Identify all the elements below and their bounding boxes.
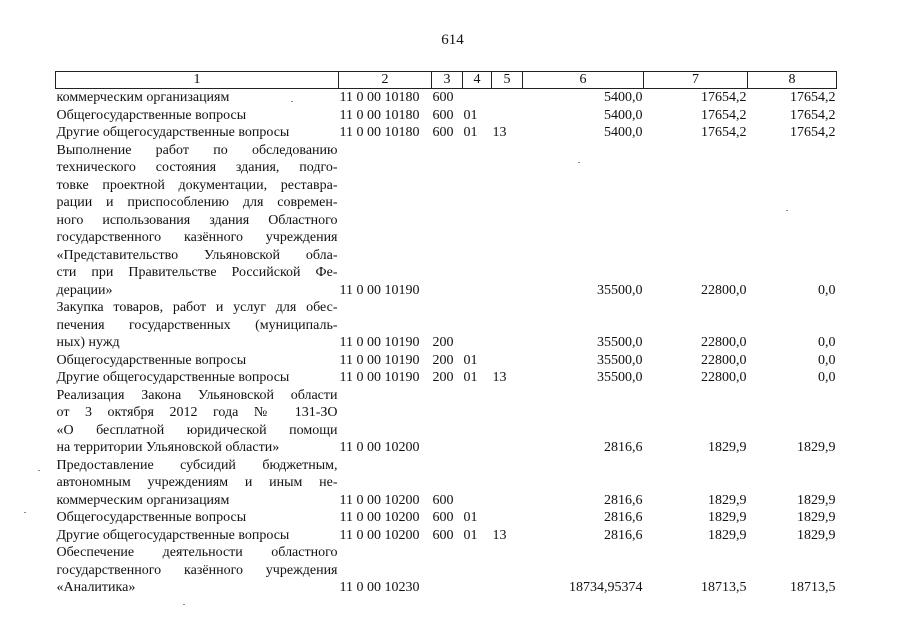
row-subsection (492, 142, 523, 300)
row-expense-group: 600 (432, 492, 454, 508)
row-name-line: коммерческим организациям (56, 492, 230, 508)
row-amount-2: 22800,0 (701, 282, 747, 298)
row-amount-1: 18734,95374 (569, 580, 643, 595)
table-row (56, 544, 837, 597)
row-section (463, 387, 492, 457)
table-row (56, 457, 837, 510)
scan-speck (291, 101, 293, 102)
budget-table (55, 71, 837, 597)
row-target-code: 11 0 00 10190 (339, 335, 420, 350)
row-subsection: 13 (492, 125, 507, 140)
table-row (56, 299, 837, 352)
row-expense-group: 200 (432, 352, 454, 368)
table-row (56, 527, 837, 545)
row-amount-3: 0,0 (818, 282, 836, 298)
row-name-line: Общегосударственные вопросы (56, 107, 247, 123)
row-section: 01 (463, 370, 478, 385)
table-row (56, 107, 837, 125)
table-row (56, 509, 837, 527)
row-name (56, 527, 339, 545)
row-name (56, 299, 339, 352)
row-section: 01 (463, 352, 478, 368)
row-amount-3: 17654,2 (790, 90, 836, 105)
row-amount-1: 2816,6 (604, 440, 643, 455)
row-expense-group: 600 (432, 107, 454, 123)
row-subsection: 13 (492, 370, 507, 385)
row-section: 01 (463, 107, 478, 123)
row-amount-3: 1829,9 (797, 440, 836, 455)
row-amount-2: 18713,5 (701, 580, 747, 595)
row-target-code: 11 0 00 10230 (339, 580, 420, 595)
table-row (56, 142, 837, 300)
row-amount-2: 1829,9 (708, 527, 747, 543)
row-target-code: 11 0 00 10180 (339, 90, 420, 105)
row-subsection (492, 387, 523, 457)
row-name-line: Реализация Закона Ульяновской области (56, 387, 338, 403)
row-amount-1: 35500,0 (597, 335, 643, 350)
row-target-code: 11 0 00 10190 (339, 370, 420, 385)
row-subsection (492, 107, 523, 125)
row-name-line: Общегосударственные вопросы (56, 510, 247, 525)
row-amount-3: 1829,9 (797, 510, 836, 525)
row-expense-group: 600 (432, 527, 454, 543)
row-amount-1: 2816,6 (604, 527, 643, 543)
page-number: 614 (441, 32, 464, 48)
row-name (56, 107, 339, 125)
row-amount-1: 5400,0 (604, 90, 643, 105)
row-expense-group: 600 (432, 90, 454, 105)
row-name (56, 142, 339, 300)
row-target-code: 11 0 00 10190 (339, 352, 420, 368)
row-subsection (492, 544, 523, 597)
row-name-line: автономным учреждениям и иным не- (56, 475, 338, 490)
row-name-line: коммерческим организациям (56, 90, 230, 105)
row-subsection (492, 299, 523, 352)
row-name-line: «О бесплатной юридической помощи (56, 422, 338, 438)
row-amount-3: 0,0 (818, 370, 836, 385)
table-row (56, 387, 837, 457)
header-col-3: 3 (432, 72, 463, 89)
row-name (56, 387, 339, 457)
row-amount-1: 2816,6 (604, 492, 643, 508)
row-subsection (492, 509, 523, 527)
row-expense-group (432, 142, 463, 300)
row-name-line: Выполнение работ по обследованию (56, 142, 338, 158)
row-name (56, 509, 339, 527)
row-amount-3: 1829,9 (797, 527, 836, 543)
row-name-line: Другие общегосударственные вопросы (56, 125, 290, 140)
row-section (463, 457, 492, 510)
row-name-line: сти при Правительстве Российской Фе- (56, 265, 338, 280)
row-target-code: 11 0 00 10180 (339, 125, 420, 140)
row-name-line: Закупка товаров, работ и услуг для обес- (56, 300, 338, 315)
row-name-line: ных) нужд (56, 335, 120, 350)
row-name-line: Обеспечение деятельности областного (56, 545, 338, 560)
row-amount-2: 17654,2 (701, 90, 747, 105)
row-expense-group: 600 (432, 510, 454, 525)
row-target-code: 11 0 00 10200 (339, 527, 420, 543)
row-name-line: технического состояния здания, подго- (56, 160, 338, 175)
table-row (56, 89, 837, 107)
row-target-code: 11 0 00 10200 (339, 510, 420, 525)
table-row (56, 352, 837, 370)
row-amount-1: 35500,0 (597, 282, 643, 298)
row-name (56, 89, 339, 107)
header-col-4: 4 (463, 72, 492, 89)
row-name-line: «Представительство Ульяновской обла- (56, 247, 338, 263)
row-target-code: 11 0 00 10200 (339, 492, 420, 508)
row-amount-2: 1829,9 (708, 492, 747, 508)
row-amount-3: 17654,2 (790, 107, 836, 123)
header-col-1: 1 (56, 72, 339, 89)
row-amount-2: 22800,0 (701, 370, 747, 385)
row-amount-2: 17654,2 (701, 107, 747, 123)
row-target-code: 11 0 00 10200 (339, 440, 420, 455)
row-amount-3: 18713,5 (790, 580, 836, 595)
row-name-line: Предоставление субсидий бюджетным, (56, 457, 338, 473)
row-subsection: 13 (492, 527, 507, 543)
row-name-line: Общегосударственные вопросы (56, 352, 247, 368)
header-col-2: 2 (339, 72, 432, 89)
row-name-line: на территории Ульяновской области» (56, 440, 280, 455)
row-name (56, 352, 339, 370)
row-expense-group: 200 (432, 335, 454, 350)
row-amount-2: 1829,9 (708, 440, 747, 455)
table-row (56, 124, 837, 142)
row-name-line: Другие общегосударственные вопросы (56, 370, 290, 385)
row-amount-1: 35500,0 (597, 370, 643, 385)
row-name (56, 457, 339, 510)
row-amount-2: 22800,0 (701, 352, 747, 368)
header-col-8: 8 (748, 72, 837, 89)
row-amount-3: 17654,2 (790, 125, 836, 140)
row-section (463, 142, 492, 300)
row-name-line: Другие общегосударственные вопросы (56, 527, 290, 543)
row-name-line: «Аналитика» (56, 580, 136, 595)
row-amount-1: 5400,0 (604, 125, 643, 140)
row-amount-2: 17654,2 (701, 125, 747, 140)
table-body (56, 89, 837, 597)
table-row (56, 369, 837, 387)
row-amount-3: 0,0 (818, 352, 836, 368)
row-amount-1: 2816,6 (604, 510, 643, 525)
row-name (56, 544, 339, 597)
row-section: 01 (463, 125, 478, 140)
row-expense-group: 600 (432, 125, 454, 140)
row-name-line: государственного казённого учреждения (56, 562, 338, 578)
row-subsection (492, 352, 523, 370)
row-section: 01 (463, 527, 478, 543)
row-name-line: дерации» (56, 282, 113, 298)
header-col-6: 6 (523, 72, 644, 89)
scan-speck (578, 162, 580, 163)
row-name-line: рации и приспособлению для современ- (56, 195, 338, 210)
row-amount-1: 5400,0 (604, 107, 643, 123)
scan-speck (38, 470, 40, 471)
row-subsection (492, 89, 523, 107)
row-section (463, 544, 492, 597)
row-subsection (492, 457, 523, 510)
row-section: 01 (463, 510, 478, 525)
header-col-7: 7 (644, 72, 748, 89)
row-target-code: 11 0 00 10190 (339, 282, 420, 298)
row-target-code: 11 0 00 10180 (339, 107, 420, 123)
row-name-line: ного использования здания Областного (56, 212, 338, 228)
scan-speck (183, 604, 185, 605)
row-name-line: государственного казённого учреждения (56, 230, 338, 245)
row-expense-group (432, 544, 463, 597)
scan-speck (786, 210, 788, 211)
row-name-line: товке проектной документации, реставра- (56, 177, 338, 193)
row-expense-group (432, 387, 463, 457)
header-col-5: 5 (492, 72, 523, 89)
row-amount-2: 1829,9 (708, 510, 747, 525)
row-section (463, 89, 492, 107)
row-name (56, 369, 339, 387)
row-expense-group: 200 (432, 370, 454, 385)
row-amount-3: 0,0 (818, 335, 836, 350)
row-name-line: от 3 октября 2012 года № 131-ЗО (56, 405, 338, 420)
row-name-line: печения государственных (муниципаль- (56, 317, 338, 333)
row-section (463, 299, 492, 352)
row-amount-1: 35500,0 (597, 352, 643, 368)
scan-speck (24, 512, 26, 513)
table-header (56, 72, 837, 89)
row-amount-2: 22800,0 (701, 335, 747, 350)
row-amount-3: 1829,9 (797, 492, 836, 508)
row-name (56, 124, 339, 142)
